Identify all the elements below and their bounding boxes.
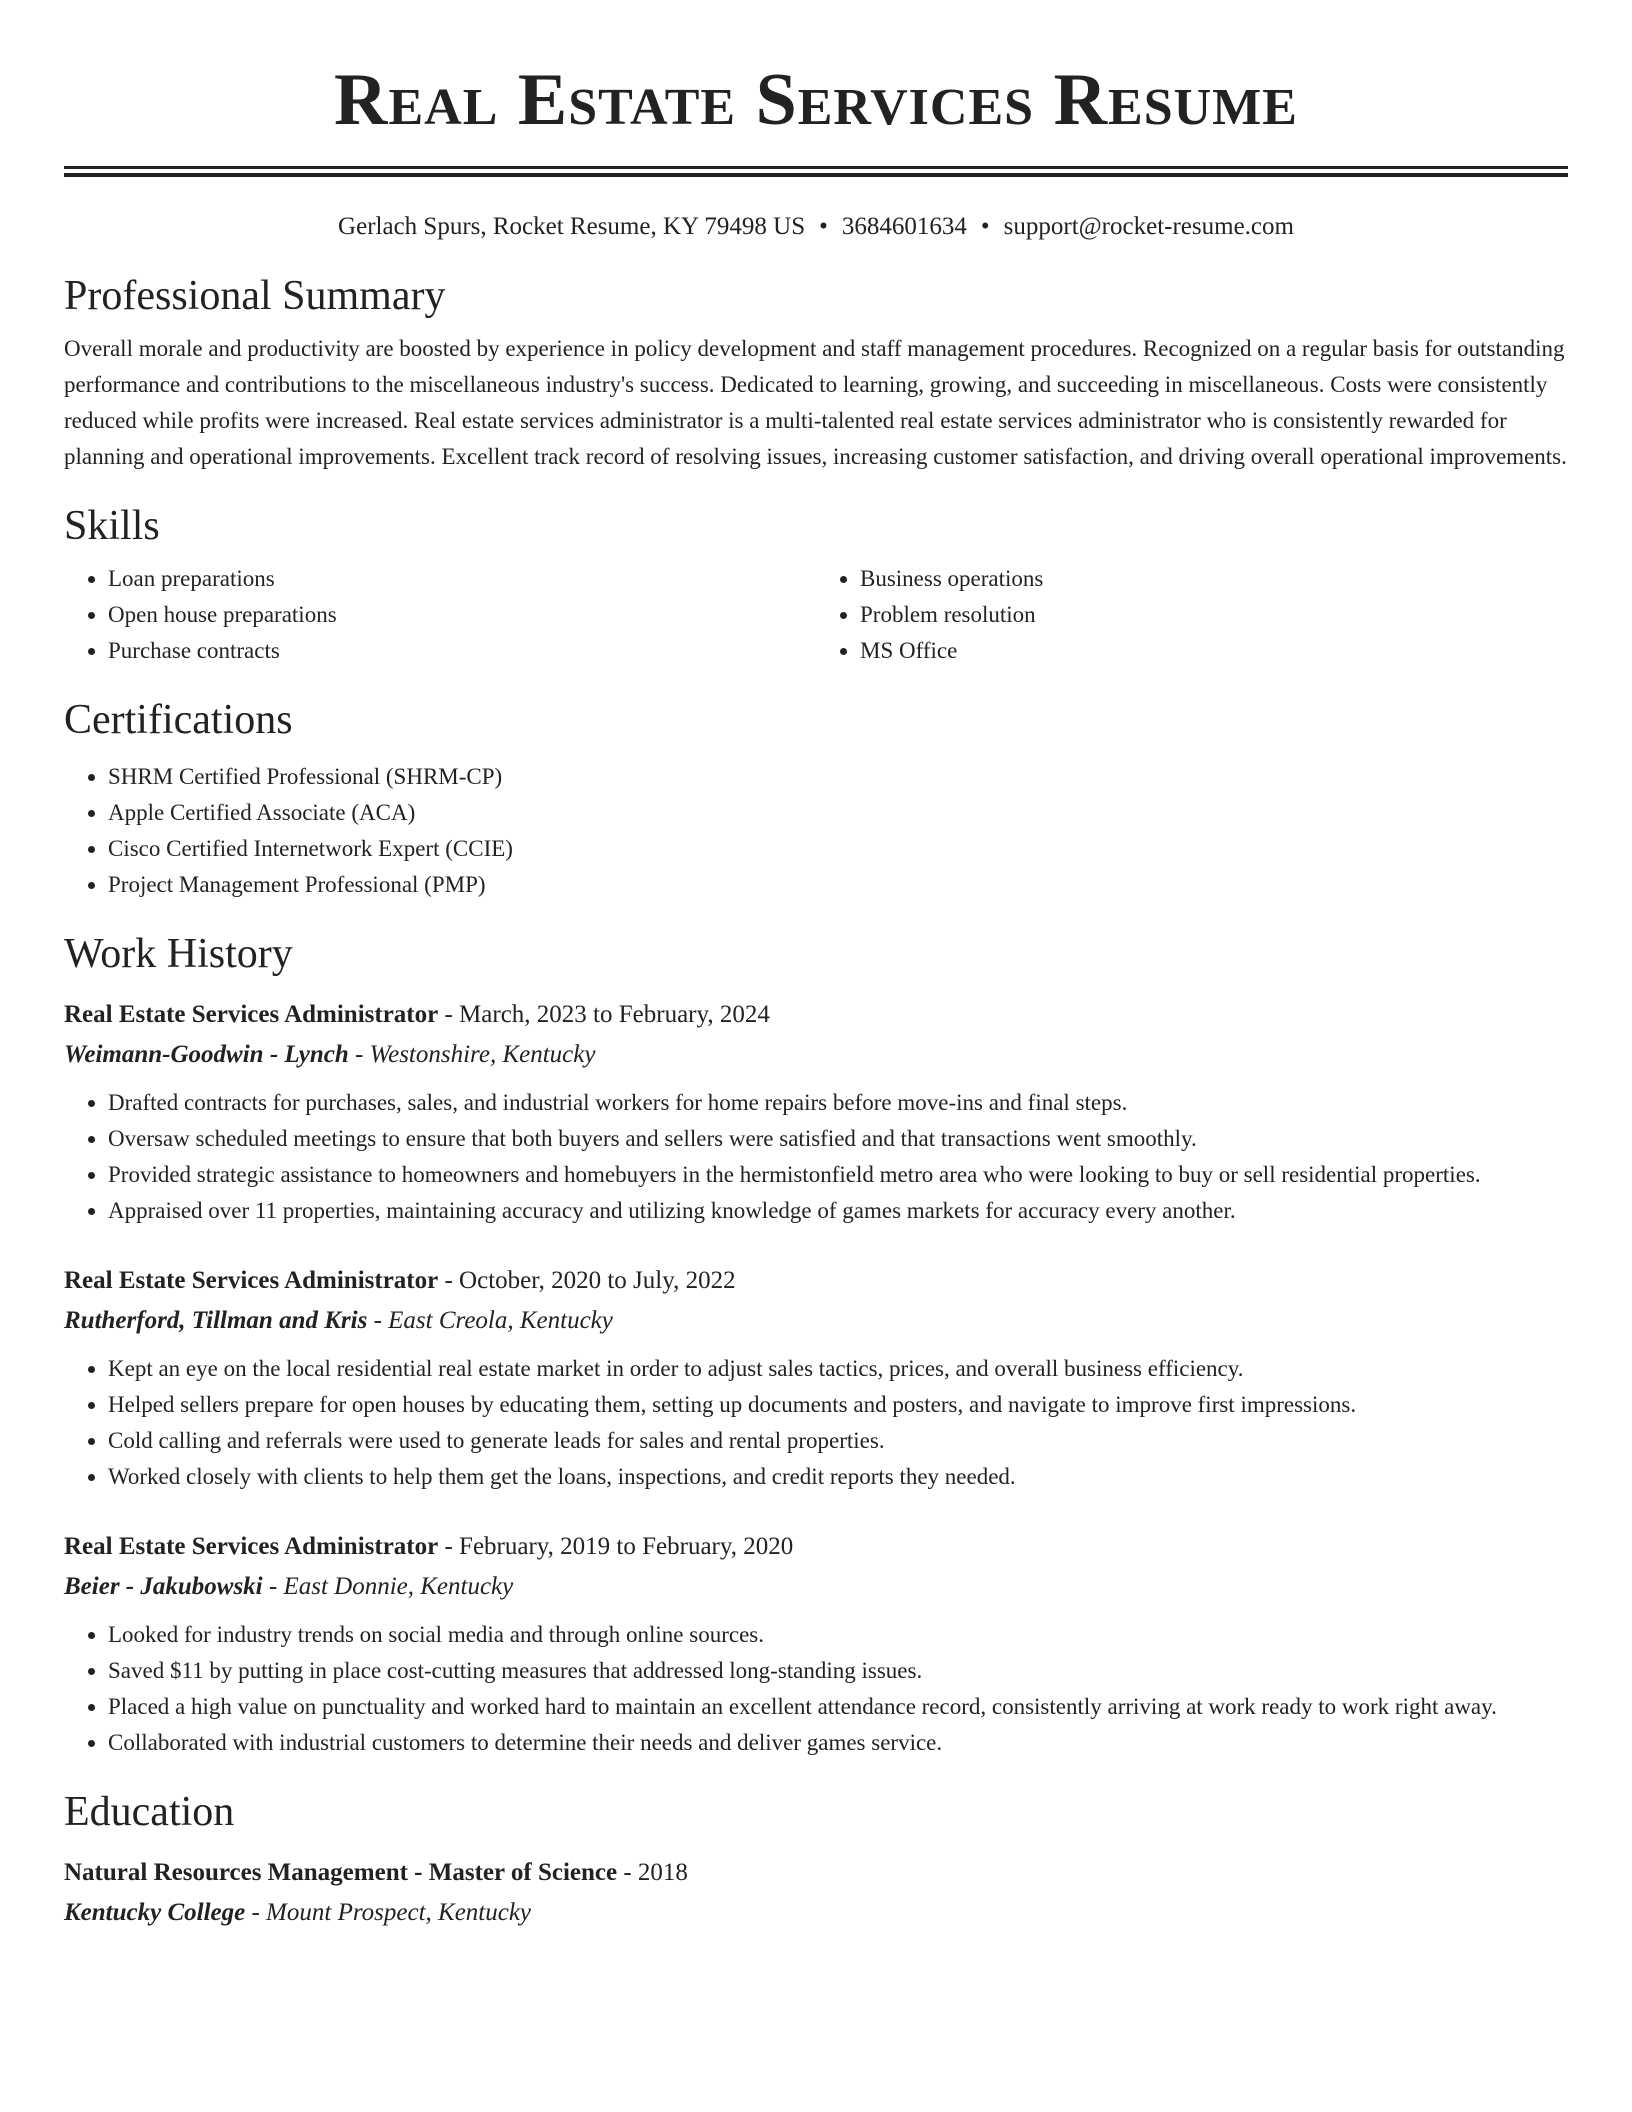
section-heading-certifications: Certifications [64, 697, 293, 743]
job-bullets [64, 1085, 1568, 1229]
education-school-line [64, 1893, 1568, 1933]
contact-separator: • [980, 213, 990, 240]
job-entry [64, 995, 1568, 1229]
education-degree: Natural Resources Management - Master of Science [64, 1859, 618, 1886]
section-heading-education: Education [64, 1789, 235, 1835]
education-year: - 2018 [617, 1859, 688, 1886]
job-company-line [64, 1567, 1568, 1607]
skill-item: • Purchase contracts [108, 633, 816, 669]
job-title: Real Estate Services Administrator [64, 1001, 439, 1028]
summary-text: Overall morale and productivity are boosted by experience in policy development and staff management procedures. Recognized on a regular basis for outstanding performance and contributions to the miscellaneous industry's success. Dedicated to learning, growing, and succeeding in miscellaneous. Costs were consistently reduced while profits were increased. Real estate services administrator is a multi-talented real estate services administrator who is consistently rewarded for planning and operational improvements. Excellent track record of resolving issues, increasing customer satisfaction, and driving overall operational improvements. [64, 336, 1567, 469]
job-dates: - March, 2023 to February, 2024 [438, 1001, 770, 1028]
certification-item: • Apple Certified Associate (ACA) [108, 795, 1568, 831]
contact-address: Gerlach Spurs, Rocket Resume, KY 79498 US [338, 213, 806, 240]
skills-list [64, 561, 1568, 669]
resume-page [64, 0, 1568, 1933]
skill-item: • Business operations [860, 561, 1568, 597]
education-location: - Mount Prospect, Kentucky [245, 1899, 532, 1926]
section-heading-summary: Professional Summary [64, 273, 446, 319]
job-bullets [64, 1351, 1568, 1495]
contact-email: support@rocket-resume.com [1003, 213, 1294, 240]
job-location: - East Donnie, Kentucky [262, 1573, 514, 1600]
certifications-list [64, 759, 1568, 903]
title-rule-top [64, 166, 1568, 169]
job-bullet: • Collaborated with industrial customers to determine their needs and deliver games service. [108, 1725, 1568, 1761]
education-entry [64, 1853, 1568, 1933]
job-title-line [64, 1527, 1568, 1567]
job-company-line [64, 1035, 1568, 1075]
job-company-line [64, 1301, 1568, 1341]
resume-title: Real Estate Services Resume [334, 59, 1298, 141]
certification-item: • SHRM Certified Professional (SHRM-CP) [108, 759, 1568, 795]
job-company: Weimann-Goodwin - Lynch [64, 1041, 349, 1068]
contact-phone: 3684601634 [841, 213, 967, 240]
job-bullet: • Looked for industry trends on social media and through online sources. [108, 1617, 1568, 1653]
job-entry [64, 1261, 1568, 1495]
job-bullet: • Worked closely with clients to help them get the loans, inspections, and credit reports they needed. [108, 1459, 1568, 1495]
skills-column-left [64, 561, 816, 669]
skill-item: • MS Office [860, 633, 1568, 669]
job-bullet: • Appraised over 11 properties, maintaining accuracy and utilizing knowledge of games markets for accuracy every another. [108, 1193, 1568, 1229]
skills-column-right [816, 561, 1568, 669]
contact-line [64, 211, 1568, 243]
job-bullet: • Provided strategic assistance to homeowners and homebuyers in the hermistonfield metro area who were looking to buy or sell residential properties. [108, 1157, 1568, 1193]
job-title-line [64, 1261, 1568, 1301]
job-entry [64, 1527, 1568, 1761]
certification-item: • Project Management Professional (PMP) [108, 867, 1568, 903]
job-title: Real Estate Services Administrator [64, 1267, 439, 1294]
job-company: Beier - Jakubowski [64, 1573, 263, 1600]
title-rule-bottom [64, 173, 1568, 177]
section-heading-work-history: Work History [64, 931, 293, 977]
skill-item: • Open house preparations [108, 597, 816, 633]
job-location: - Westonshire, Kentucky [348, 1041, 596, 1068]
job-location: - East Creola, Kentucky [367, 1307, 613, 1334]
job-bullet: • Oversaw scheduled meetings to ensure that both buyers and sellers were satisfied and that transactions went smoothly. [108, 1121, 1568, 1157]
job-bullets [64, 1617, 1568, 1761]
skill-item: • Problem resolution [860, 597, 1568, 633]
skill-item: • Loan preparations [108, 561, 816, 597]
job-bullet: • Cold calling and referrals were used to generate leads for sales and rental properties. [108, 1423, 1568, 1459]
education-school: Kentucky College [64, 1899, 246, 1926]
job-bullet: • Saved $11 by putting in place cost-cutting measures that addressed long-standing issues. [108, 1653, 1568, 1689]
contact-separator: • [819, 213, 828, 240]
education-degree-line [64, 1853, 1568, 1893]
job-company: Rutherford, Tillman and Kris [64, 1307, 368, 1334]
section-heading-skills: Skills [64, 503, 160, 549]
job-title: Real Estate Services Administrator [64, 1533, 439, 1560]
certification-item: • Cisco Certified Internetwork Expert (CCIE) [108, 831, 1568, 867]
job-bullet: • Drafted contracts for purchases, sales, and industrial workers for home repairs before move-ins and final steps. [108, 1085, 1568, 1121]
job-bullet: • Helped sellers prepare for open houses by educating them, setting up documents and posters, and navigate to improve first impressions. [108, 1387, 1568, 1423]
job-dates: - October, 2020 to July, 2022 [438, 1267, 736, 1294]
job-dates: - February, 2019 to February, 2020 [438, 1533, 794, 1560]
job-title-line [64, 995, 1568, 1035]
job-bullet: • Placed a high value on punctuality and worked hard to maintain an excellent attendance record, consistently arriving at work ready to work right away. [108, 1689, 1568, 1725]
job-bullet: • Kept an eye on the local residential real estate market in order to adjust sales tactics, prices, and overall business efficiency. [108, 1351, 1568, 1387]
